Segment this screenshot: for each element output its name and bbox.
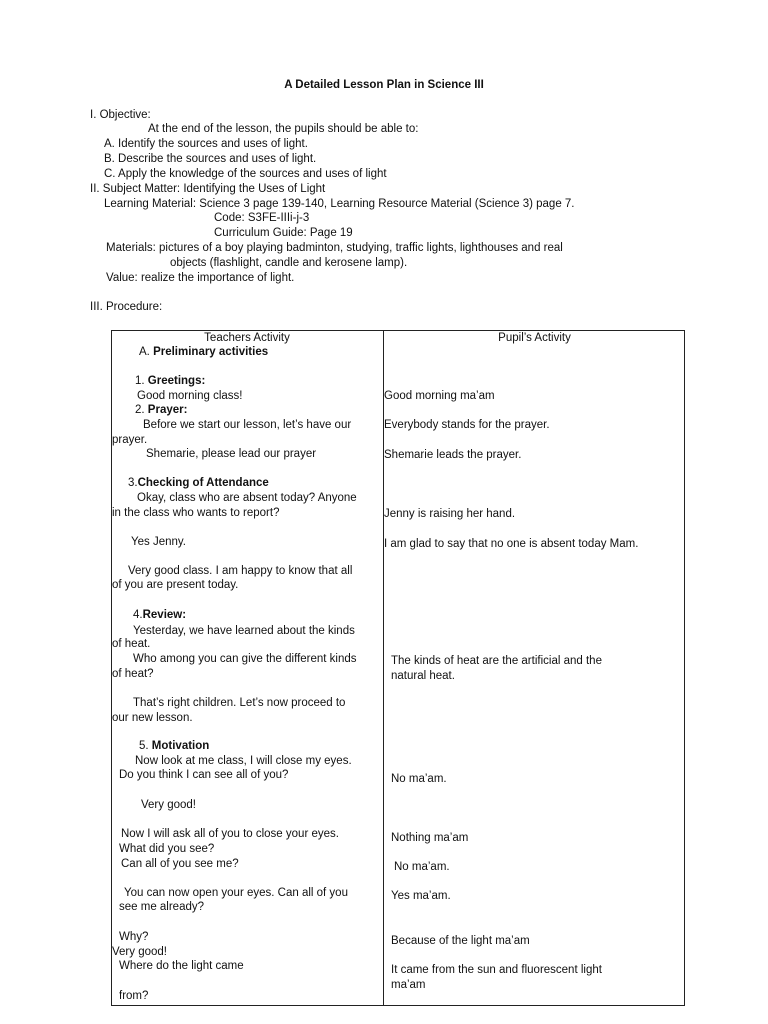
activity-text: Now I will ask all of you to close your eyes. (121, 828, 339, 840)
teacher-activity-line (141, 800, 196, 812)
activity-text: our new lesson. (112, 712, 193, 724)
activity-text: Do you think I can see all of you? (119, 769, 289, 781)
teacher-activity-line (133, 626, 355, 638)
activity-text: 1. (135, 375, 148, 387)
teacher-activity-line (124, 888, 348, 900)
teacher-activity-line (112, 508, 279, 520)
teacher-activity-line (112, 435, 147, 447)
learning-material: Learning Material: Science 3 page 139-140, Learning Resource Material (Science 3) page 7. (104, 198, 575, 210)
teacher-activity-line (137, 493, 357, 505)
activity-text: in the class who wants to report? (112, 507, 280, 519)
pupil-activity-line: Good morning ma’am (384, 390, 495, 402)
teacher-activity-line (135, 405, 187, 417)
materials-line-1: Materials: pictures of a boy playing badminton, studying, traffic lights, lighthouses and real (106, 242, 563, 254)
pupil-activity-line: No ma’am. (394, 861, 450, 873)
teacher-activity-line (133, 610, 186, 622)
objective-item: C. Apply the knowledge of the sources and uses of light (104, 168, 387, 180)
activity-text: A. (139, 346, 154, 358)
teacher-activity-line (137, 391, 242, 403)
activity-text: Who among you can give the different kinds (133, 653, 357, 665)
pupil-activity-line: The kinds of heat are the artificial and the (391, 655, 602, 667)
pupil-activity-line: Everybody stands for the prayer. (384, 419, 550, 431)
teacher-activity-line (133, 698, 345, 710)
teacher-activity-line (135, 376, 205, 388)
section-label: Checking of Attendance (137, 477, 269, 489)
activity-text: of heat. (112, 638, 151, 650)
teacher-activity-line (128, 478, 269, 490)
teacher-activity-line (131, 537, 186, 549)
teacher-activity-line (119, 961, 244, 973)
page-title: A Detailed Lesson Plan in Science III (284, 79, 484, 91)
pupil-activity-line: Shemarie leads the prayer. (384, 449, 522, 461)
activity-text: Where do the light came (119, 960, 244, 972)
teacher-activity-line (146, 449, 316, 461)
teacher-activity-line (112, 669, 154, 681)
pupil-activity-line: It came from the sun and fluorescent light (391, 964, 602, 976)
curriculum-guide: Curriculum Guide: Page 19 (214, 227, 353, 239)
teacher-activity-line (133, 654, 357, 666)
objective-intro: At the end of the lesson, the pupils should be able to: (148, 123, 419, 135)
objective-item: B. Describe the sources and uses of light. (104, 153, 317, 165)
pupil-activity-line: natural heat. (391, 670, 455, 682)
subject-matter-heading: II. Subject Matter: Identifying the Uses of Light (90, 183, 326, 195)
activity-text: Before we start our lesson, let’s have our (143, 419, 352, 431)
activity-text: 5. (139, 740, 152, 752)
activity-text: Yes Jenny. (131, 536, 186, 548)
activity-text: 3. (128, 477, 138, 489)
activity-text: Very good class. I am happy to know that all (128, 565, 353, 577)
activity-text: Very good! (141, 799, 196, 811)
teacher-activity-line (112, 580, 238, 592)
activity-text: see me already? (119, 901, 205, 913)
objective-item: A. Identify the sources and uses of light. (104, 138, 308, 150)
section-label: Motivation (151, 740, 210, 752)
procedure-heading: III. Procedure: (90, 301, 163, 313)
objective-heading: I. Objective: (90, 109, 151, 121)
pupil-activity-line: Jenny is raising her hand. (384, 508, 516, 520)
teacher-activity-line (119, 902, 204, 914)
teacher-activity-line (121, 859, 239, 871)
pupil-activity-line: ma’am (391, 979, 426, 991)
teacher-activity-line (121, 829, 339, 841)
teacher-activity-line (119, 991, 148, 1003)
section-label: Review: (142, 609, 187, 621)
teacher-activity-line (143, 420, 351, 432)
pupil-activity-line: Because of the light ma’am (391, 935, 530, 947)
section-label: Prayer: (147, 404, 188, 416)
section-label: Preliminary activities (153, 346, 269, 358)
teacher-column-header: Teachers Activity (204, 332, 290, 344)
activity-text: You can now open your eyes. Can all of you (124, 887, 348, 899)
activity-text: Yesterday, we have learned about the kinds (133, 625, 355, 637)
pupil-activity-line: No ma’am. (391, 773, 447, 785)
pupil-column-header: Pupil’s Activity (498, 332, 571, 344)
activity-text: 2. (135, 404, 148, 416)
teacher-activity-line (119, 932, 148, 944)
activity-text: prayer. (112, 434, 148, 446)
activity-text: Okay, class who are absent today? Anyone (137, 492, 357, 504)
teacher-activity-line (112, 713, 193, 725)
activity-text: Why? (119, 931, 149, 943)
activity-text: What did you see? (119, 843, 215, 855)
teacher-activity-line (112, 639, 150, 651)
teacher-activity-line (139, 347, 268, 359)
teacher-activity-line (112, 947, 167, 959)
section-label: Greetings: (147, 375, 206, 387)
activity-text: Shemarie, please lead our prayer (146, 448, 317, 460)
teacher-activity-line (119, 770, 288, 782)
activity-text: Good morning class! (137, 390, 243, 402)
activity-text: of heat? (112, 668, 154, 680)
activity-text: 4. (133, 609, 143, 621)
pupil-activity-line: I am glad to say that no one is absent today Mam. (384, 538, 639, 550)
materials-line-2: objects (flashlight, candle and kerosene lamp). (170, 257, 408, 269)
teacher-activity-line (128, 566, 352, 578)
activity-text: Very good! (112, 946, 167, 958)
teacher-activity-line (135, 756, 352, 768)
activity-text: from? (119, 990, 149, 1002)
activity-text: That’s right children. Let’s now proceed to (133, 697, 346, 709)
value-line: Value: realize the importance of light. (106, 272, 295, 284)
code-line: Code: S3FE-IIIi-j-3 (214, 212, 310, 224)
activity-text: of you are present today. (112, 579, 239, 591)
activity-text: Can all of you see me? (121, 858, 239, 870)
teacher-activity-line (119, 844, 214, 856)
activity-text: Now look at me class, I will close my eyes. (135, 755, 352, 767)
pupil-activity-line: Yes ma’am. (391, 890, 451, 902)
teacher-activity-line (139, 741, 209, 753)
pupil-activity-line: Nothing ma’am (391, 832, 469, 844)
